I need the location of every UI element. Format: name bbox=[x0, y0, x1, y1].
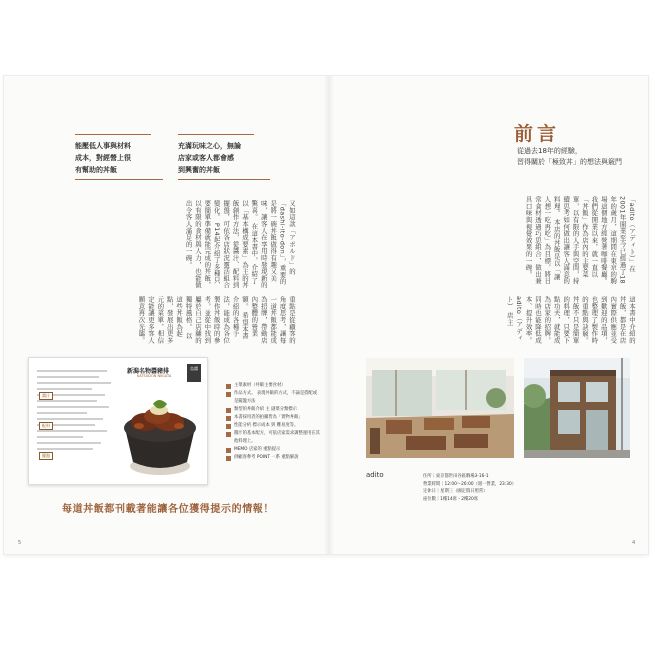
page-subtitle bbox=[517, 146, 622, 168]
legend-item: 本書採用者的拍攝皆為「實物丼飯」 bbox=[226, 414, 320, 422]
shop-info-line: 定休日｜星期三（國定假日照常） bbox=[423, 489, 488, 495]
cafe-exterior-photo bbox=[524, 358, 630, 458]
right-body-lower bbox=[366, 296, 636, 344]
point-box-low-cost bbox=[75, 140, 163, 180]
legend-item: MEMO 店家的 重點提示 bbox=[226, 446, 320, 454]
body-paragraph: 這本書中介紹的丼飯，都是在店內實際供應並受到歡迎的品項，也整理了製作時的重點與訣竅。 bbox=[580, 296, 636, 344]
shop-name: adito bbox=[366, 471, 384, 479]
cafe-interior-photo bbox=[366, 358, 514, 458]
shop-info-line: 座位數｜1樓14席・2樓20席 bbox=[423, 496, 479, 502]
body-paragraph: 以這些丼飯為起點，發展出更多元的菜單，相信定能讓更多客人願意再次光臨。 bbox=[137, 296, 193, 344]
page-number-right: 4 bbox=[632, 540, 636, 546]
sample-dish-subtitle: KATSUDON NIIGATA bbox=[137, 374, 172, 378]
shop-info-line: 營業時間｜12:00～26:00（週一營業，23:30） bbox=[423, 481, 517, 487]
point-box-playful bbox=[178, 140, 270, 180]
sample-text-lines bbox=[37, 370, 113, 454]
point-line: 充滿玩味之心，無論 bbox=[178, 142, 241, 150]
body-paragraph: 重點是從顧客的角度思考，讓每一道丼飯都能成為招牌，帶動店內整體的營業額。 bbox=[240, 296, 296, 344]
page-number-left: 5 bbox=[18, 540, 22, 546]
legend-item: 供顧客參考 POINT 一系 重點解說 bbox=[226, 454, 320, 462]
sample-label: 醬汁 bbox=[39, 392, 53, 400]
body-paragraph: 又如這款「アボルド」的「dashi-ito-don」，重要的是將一碗丼飯做得有趣又美味，讓客人在享用時發現新的驚喜。 bbox=[250, 200, 296, 289]
legend-item: 性能分析 標示成本 與 難易度等。 bbox=[226, 422, 320, 430]
dish-photo-icon bbox=[117, 382, 203, 478]
point-line: 成本，對經營上很 bbox=[75, 154, 131, 162]
subtitle-line: 從過去18年的經驗， bbox=[517, 147, 582, 155]
sample-stamp: 烏醬 bbox=[187, 364, 201, 382]
sample-dish-title: 新潟名物醬豬排 bbox=[127, 368, 170, 375]
legend-item: 主菜素材（丼飯主要食材） bbox=[226, 382, 320, 390]
sample-recipe-page bbox=[28, 357, 208, 485]
body-paragraph: adito（アディト） 店主 bbox=[505, 296, 524, 342]
body-paragraph: 希望本書介紹的各種手法，能成為各位製作丼飯時的參考，並從中找到屬於自己店舖的獨特風格。 bbox=[184, 296, 249, 344]
shop-info bbox=[423, 473, 516, 503]
sample-label: 配料 bbox=[39, 422, 53, 430]
body-paragraph: 我們從開業以來，就一直以「丼飯」作為店內的主要菜單，以有限的人手與空間，持續思考如何做出讓客人滿意的料理。 bbox=[552, 196, 599, 285]
body-paragraph: P14起介紹了多種只要簡單準備就能完成的丼飯，以有限的食材與人力，也能做出令客人滿足的一碗。 bbox=[184, 200, 221, 289]
sample-label: 擺盤 bbox=[39, 452, 53, 460]
legend-item: 類型的丼飯介紹 主 副菜分類標示 bbox=[226, 406, 320, 414]
body-paragraph: 「adito（アディト）」在2001年開業至今已經過了18年的歲月，這期間在東京的駒場這個地方經營著咖啡餐廳。 bbox=[599, 196, 636, 285]
point-line: 能壓低人事與材料 bbox=[75, 142, 131, 150]
left-body-upper bbox=[100, 200, 296, 290]
point-line: 店家或客人都會感 bbox=[178, 154, 234, 162]
point-line: 有幫助的丼飯 bbox=[75, 166, 117, 174]
body-paragraph: 在這本書中，介紹了以「基本構成要素」為主的丼飯創作方法，從醬汁、配料到擺盤，可依各店狀況靈活組合變化。 bbox=[212, 200, 259, 289]
subtitle-line: 習得關於「極致丼」的想法與竅門 bbox=[517, 158, 622, 166]
legend-item: 醬汁的基本配方，可依店家需求調整運用在其他料理上。 bbox=[226, 430, 320, 446]
body-paragraph: 本店的丼飯是以「讓人想一吃再吃」為目標，將日常食材透過巧思組合，做出兼具口味與視覺效果的一碗。 bbox=[524, 196, 561, 285]
body-paragraph: 丼飯不只是簡單的料理，只要下點功夫，就能成為店家的招牌，同時也能降低成本、提升效率。 bbox=[524, 296, 580, 344]
right-body-upper bbox=[366, 196, 636, 286]
book-gutter bbox=[324, 76, 334, 554]
page-title: 前言 bbox=[514, 123, 561, 145]
left-body-lower bbox=[100, 296, 296, 346]
point-line: 到興奮的丼飯 bbox=[178, 166, 220, 174]
shop-info-line: 住所｜東京都世田谷區駒場3-16-1 bbox=[423, 474, 489, 479]
feature-legend bbox=[226, 382, 320, 462]
legend-item: 作品方式。 表現丼飯的方式，不論是搭配或是擺盤方法 bbox=[226, 390, 320, 406]
left-page-caption: 每道丼飯都刊載著能讓各位獲得提示的情報！ bbox=[62, 504, 274, 515]
